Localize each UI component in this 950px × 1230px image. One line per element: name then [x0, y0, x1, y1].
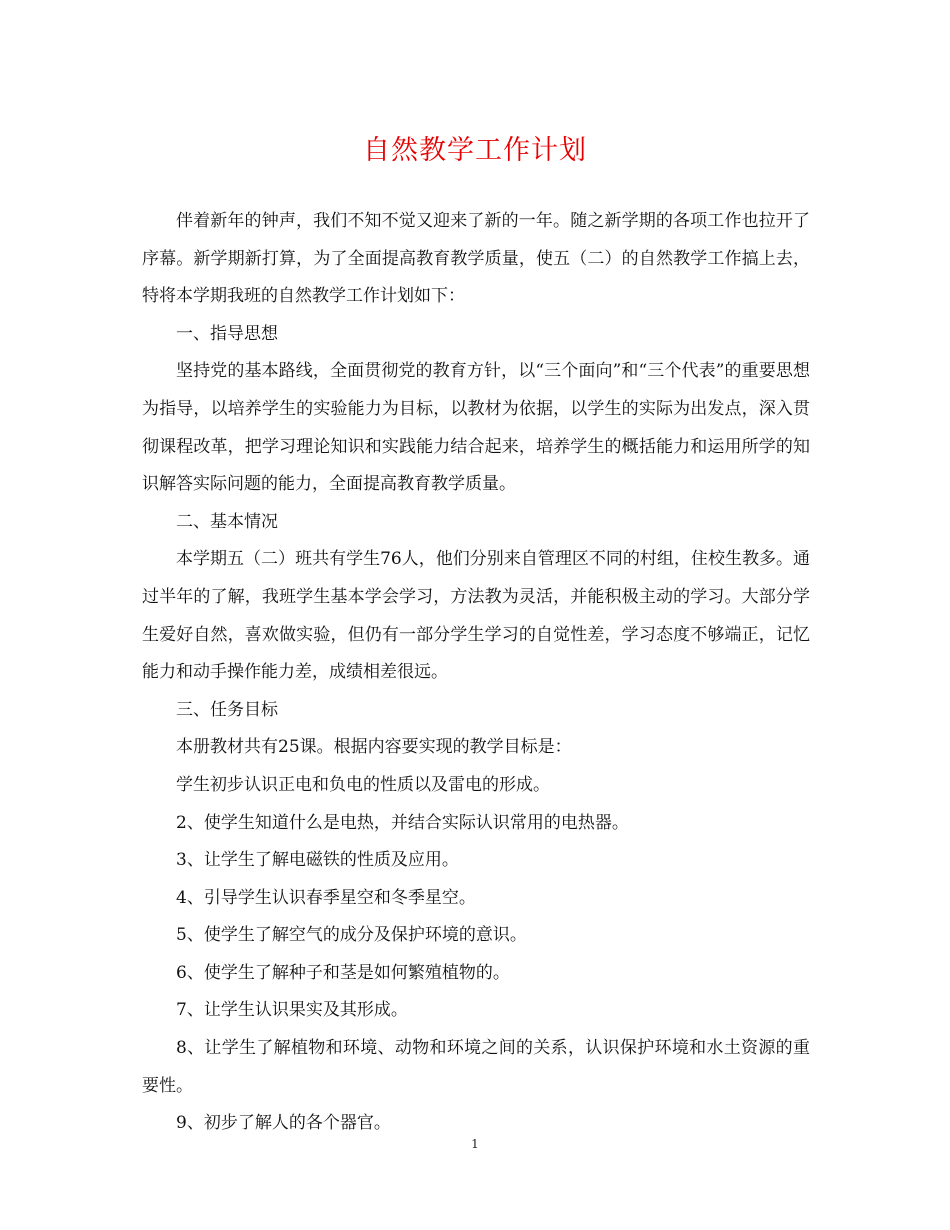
goal-item-3: 3、让学生了解电磁铁的性质及应用。: [176, 850, 459, 871]
goal-item-8: 8、让学生了解植物和环境、动物和环境之间的关系，认识保护环境和水土资源的重要性。: [142, 1038, 810, 1096]
goal-item-5: 5、使学生了解空气的成分及保护环境的意识。: [176, 925, 527, 946]
section-heading-guiding-thought: 一、指导思想: [176, 323, 278, 344]
goal-item-9: 9、初步了解人的各个器官。: [176, 1113, 391, 1134]
task-goals-intro: 本册教材共有25课。根据内容要实现的教学目标是：: [176, 737, 572, 758]
goal-item-6: 6、使学生了解种子和茎是如何繁殖植物的。: [176, 962, 510, 983]
document-body: [142, 203, 810, 1143]
guiding-thought-paragraph: 坚持党的基本路线，全面贯彻党的教育方针，以“三个面向”和“三个代表”的重要思想为指导，以培养学生的实验能力为目标，以教材为依据，以学生的实际为出发点，深入贯彻课程改革，把学习理论知识和实践能力结合起来，培养学生的概括能力和运用所学的知识解答实际问题的能力，全面提高教育教学质量。: [142, 361, 810, 495]
section-heading-basic-situation: 二、基本情况: [176, 511, 278, 532]
goal-item-7: 7、让学生认识果实及其形成。: [176, 1000, 408, 1021]
intro-paragraph: 伴着新年的钟声，我们不知不觉又迎来了新的一年。随之新学期的各项工作也拉开了序幕。新学期新打算，为了全面提高教育教学质量，使五（二）的自然教学工作搞上去，特将本学期我班的自然教学工作计划如下：: [142, 211, 810, 307]
goal-item-2: 2、使学生知道什么是电热，并结合实际认识常用的电热器。: [176, 812, 629, 833]
document-title: 自然教学工作计划: [363, 135, 587, 166]
goal-item-1: 学生初步认识正电和负电的性质以及雷电的形成。: [176, 774, 550, 795]
page-number: 1: [471, 1137, 479, 1151]
goal-item-4: 4、引导学生认识春季星空和冬季星空。: [176, 887, 476, 908]
section-heading-task-goals: 三、任务目标: [176, 699, 278, 720]
basic-situation-paragraph: 本学期五（二）班共有学生76人，他们分别来自管理区不同的村组，住校生教多。通过半年的了解，我班学生基本学会学习，方法教为灵活，并能积极主动的学习。大部分学生爱好自然，喜欢做实验，但仍有一部分学生学习的自觉性差，学习态度不够端正，记忆能力和动手操作能力差，成绩相差很远。: [142, 549, 810, 683]
